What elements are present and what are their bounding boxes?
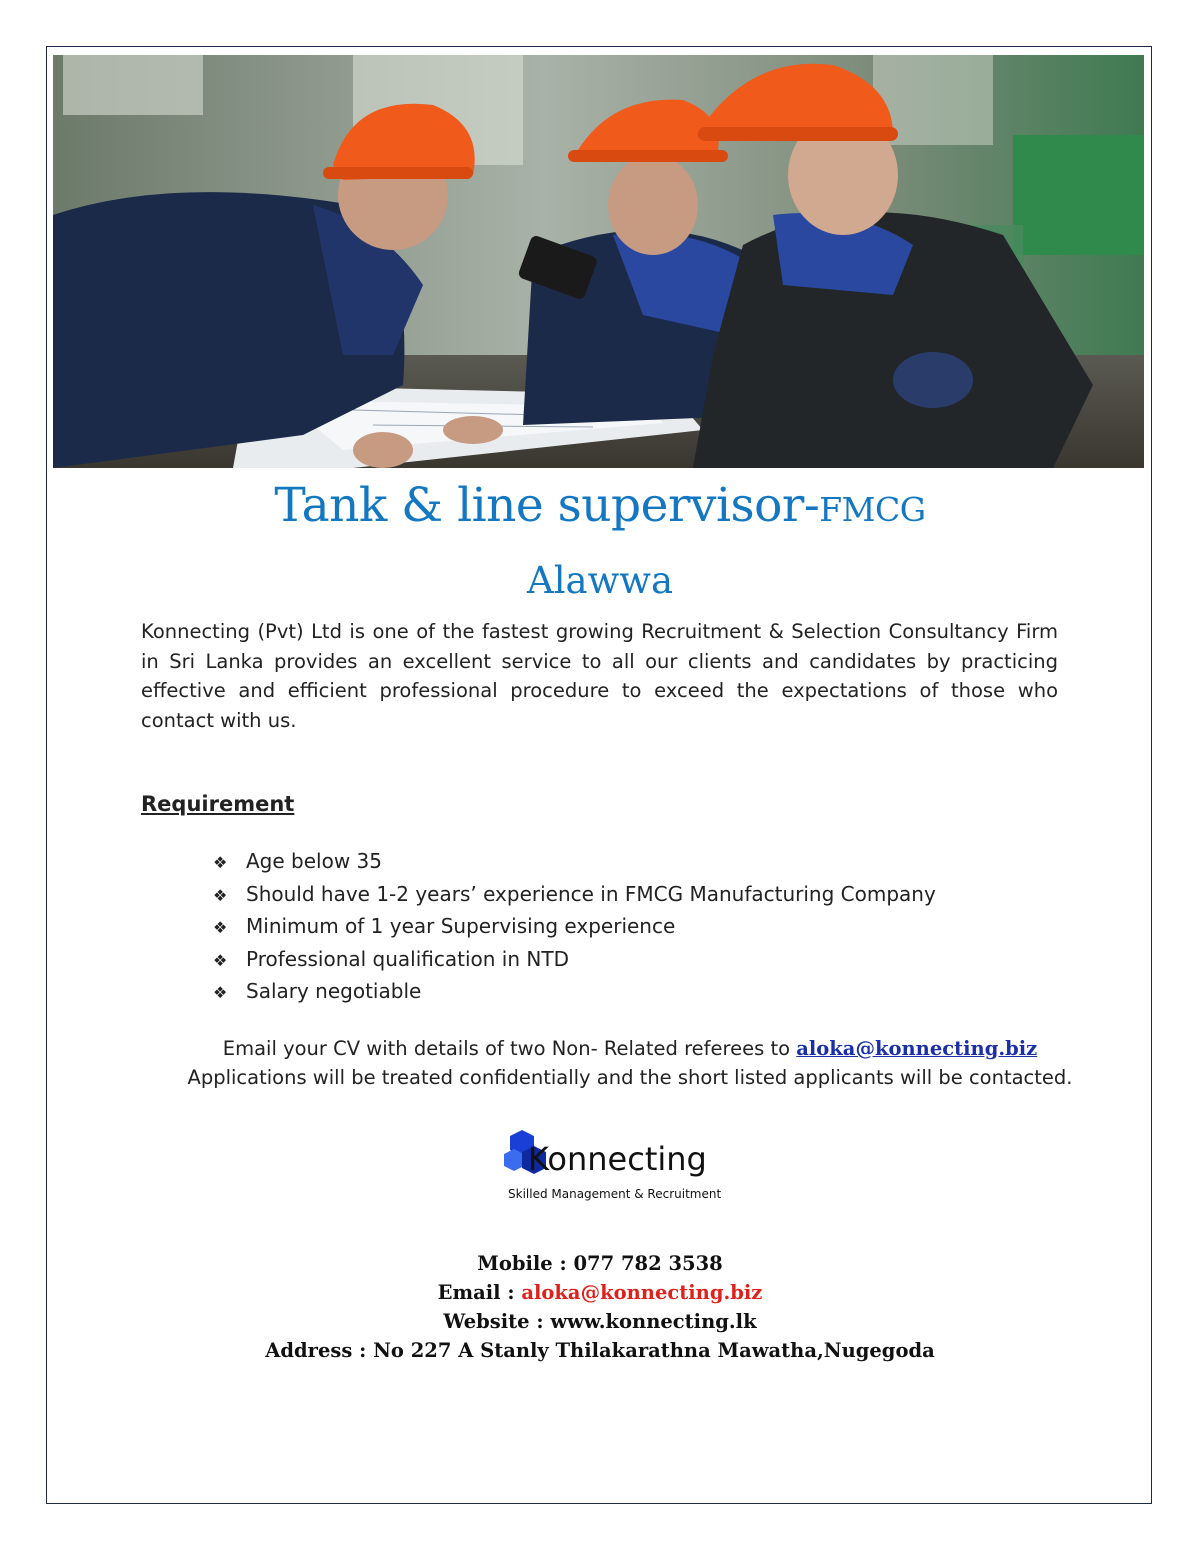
diamond-bullet-icon: ❖	[213, 853, 228, 872]
requirement-text: Salary negotiable	[246, 979, 422, 1004]
contact-website	[0, 1307, 1200, 1336]
job-title-main: Tank & line supervisor-	[274, 478, 820, 533]
diamond-bullet-icon: ❖	[213, 918, 228, 938]
workers-illustration	[53, 55, 1144, 468]
list-item	[213, 911, 936, 944]
mobile-value: 077 782 3538	[573, 1252, 723, 1275]
requirements-heading: Requirement	[141, 792, 295, 816]
application-instructions	[180, 1034, 1080, 1092]
list-item	[213, 879, 936, 912]
diamond-bullet-icon: ❖	[213, 983, 228, 1003]
contact-address	[0, 1336, 1200, 1365]
company-intro: Konnecting (Pvt) Ltd is one of the fastest growing Recruitment & Selection Consultancy Firm in Sri Lanka provides an excellent service to all our clients and candidates by practicing effective and efficient professional procedure to exceed the expectations of those who contact with us.	[141, 620, 1058, 732]
apply-line-2: Applications will be treated confidentially and the short listed applicants will be contacted.	[187, 1066, 1073, 1089]
konnecting-logo	[500, 1128, 770, 1208]
contact-email	[0, 1278, 1200, 1307]
logo-tagline: Skilled Management & Recruitment	[508, 1187, 722, 1201]
website-label: Website :	[443, 1310, 551, 1333]
website-value[interactable]: www.konnecting.lk	[550, 1310, 757, 1333]
mobile-label: Mobile :	[477, 1252, 574, 1275]
list-item	[213, 944, 936, 977]
requirement-text: Age below 35	[246, 849, 382, 873]
email-value[interactable]: aloka@konnecting.biz	[521, 1281, 763, 1304]
contact-block	[0, 1249, 1200, 1365]
address-value: No 227 A Stanly Thilakarathna Mawatha,Nugegoda	[373, 1339, 935, 1362]
email-label: Email :	[437, 1281, 522, 1304]
address-label: Address :	[265, 1339, 374, 1362]
logo-wordmark: Konnecting	[528, 1140, 707, 1178]
requirement-text: Minimum of 1 year Supervising experience	[246, 914, 676, 939]
hero-photo-workers	[53, 55, 1144, 468]
requirement-text: Professional qualification in NTD	[246, 946, 569, 971]
list-item	[213, 846, 936, 879]
apply-line-1: Email your CV with details of two Non- Related referees to	[222, 1037, 797, 1060]
apply-email-link[interactable]: aloka@konnecting.biz	[796, 1037, 1038, 1060]
job-title-suffix: FMCG	[819, 490, 926, 529]
job-title	[0, 476, 1200, 540]
job-location: Alawwa	[526, 559, 673, 602]
requirement-text: Should have 1-2 years’ experience in FMCG Manufacturing Company	[246, 881, 936, 906]
list-item	[213, 976, 936, 1009]
diamond-bullet-icon: ❖	[213, 950, 228, 970]
requirements-list	[213, 846, 936, 1009]
diamond-bullet-icon: ❖	[213, 885, 228, 905]
konnecting-logo-graphic	[500, 1128, 770, 1208]
contact-mobile	[0, 1249, 1200, 1278]
